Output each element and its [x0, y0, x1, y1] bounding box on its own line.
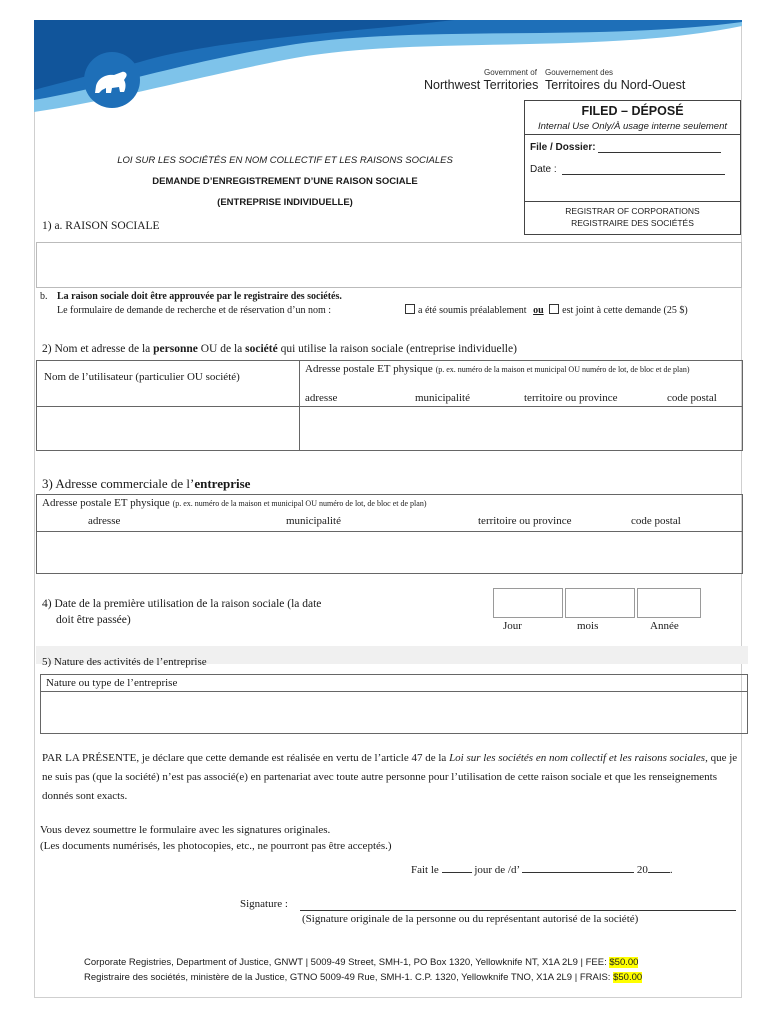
s1b-label: b. [40, 291, 48, 302]
file-dossier-field[interactable] [598, 152, 721, 153]
year-input[interactable] [637, 588, 701, 618]
s3-addr-input[interactable] [37, 532, 742, 573]
opt-attached: est joint à cette demande (25 $) [562, 305, 688, 316]
date-field[interactable] [562, 174, 725, 175]
fee-fr: $50.00 [613, 972, 643, 983]
signature-caption: (Signature originale de la personne ou du représentant autorisé de la société) [302, 913, 639, 925]
fee-en: $50.00 [609, 957, 639, 968]
s1b-bold: La raison sociale doit être approuvée par le registraire des sociétés. [57, 291, 342, 302]
notice-1: Vous devez soumettre le formulaire avec les signatures originales. [40, 824, 331, 836]
day-blank[interactable] [442, 872, 472, 873]
s4-label-2: doit être passée) [56, 614, 131, 626]
s4-label-1: 4) Date de la première utilisation de la raison sociale (la date [42, 598, 322, 610]
footer-fr: Registraire des sociétés, ministère de la Justice, GTNO 5009-49 Rue, SMH-1. C.P. 1320, Yellowknife TNO, X1A 2L9 | FRAIS: $50.00 [84, 972, 643, 983]
jour-label: Jour [503, 620, 522, 632]
title-sub: (ENTREPRISE INDIVIDUELLE) [217, 197, 353, 208]
title-law: LOI SUR LES SOCIÉTÉS EN NOM COLLECTIF ET LES RAISONS SOCIALES [117, 155, 453, 166]
signature-line[interactable] [300, 910, 736, 911]
s2-user-input[interactable] [37, 407, 298, 450]
gov-fr: Territoires du Nord-Ouest [545, 78, 686, 92]
s5-field-label: Nature ou type de l’entreprise [46, 677, 178, 689]
signature-label: Signature : [240, 898, 288, 910]
s2-territoire: territoire ou province [524, 392, 618, 404]
year-blank[interactable] [648, 872, 670, 873]
declaration: PAR LA PRÉSENTE, je déclare que cette demande est réalisée en vertu de l’article 47 de la Loi sur les sociétés en nom collectif et les raisons sociales, que je ne suis pas (que la société) n’est pas associé(e) en partenariat avec toute autre personne pour l’utilisation de cette raison sociale et que les renseignements donnés sont exacts. [42, 752, 738, 802]
s2-col-addr: Adresse postale ET physique (p. ex. numéro de la maison et municipal OU numéro de lot, de bloc et de plan) [305, 363, 690, 375]
s2-municipalite: municipalité [415, 392, 470, 404]
date-label: Date : [530, 164, 557, 175]
s3-adresse: adresse [88, 515, 121, 527]
s2-adresse: adresse [305, 392, 338, 404]
submitted-checkbox[interactable] [405, 304, 415, 314]
gov-en: Northwest Territories [424, 78, 539, 92]
filed-title: FILED – DÉPOSÉ [581, 104, 684, 118]
internal-use-label: Internal Use Only/À usage interne seulement [537, 121, 728, 132]
notice-2: (Les documents numérisés, les photocopies, etc., ne pourront pas être acceptés.) [40, 840, 392, 852]
fait-le-line: Fait le jour de /d’ 20 . [411, 864, 673, 876]
s3-municipalite: municipalité [286, 515, 341, 527]
s2-col-user: Nom de l’utilisateur (particulier OU société) [44, 371, 240, 383]
s2-code: code postal [667, 392, 717, 404]
annee-label: Année [650, 620, 679, 632]
gov-en-small: Government of [484, 68, 537, 77]
s3-addr: Adresse postale ET physique (p. ex. numéro de la maison et municipal OU numéro de lot, de bloc et de plan) [42, 497, 427, 509]
raison-sociale-input[interactable] [36, 242, 742, 288]
registrar-fr: REGISTRAIRE DES SOCIÉTÉS [571, 218, 694, 228]
month-input[interactable] [565, 588, 635, 618]
nature-input[interactable] [41, 692, 747, 733]
day-input[interactable] [493, 588, 563, 618]
opt-submitted: a été soumis préalablement [418, 305, 527, 316]
s2-label: 2) Nom et adresse de la personne OU de la société qui utilise la raison sociale (entreprise individuelle) [42, 343, 517, 355]
mois-label: mois [577, 620, 599, 632]
footer-en: Corporate Registries, Department of Justice, GNWT | 5009-49 Street, SMH-1, PO Box 1320, Yellowknife NT, X1A 2L9 | FEE: $50.00 [84, 957, 639, 968]
s3-label: 3) Adresse commerciale de l’entreprise [42, 476, 251, 491]
attached-checkbox[interactable] [549, 304, 559, 314]
s2-addr-input[interactable] [300, 407, 742, 450]
s5-label: 5) Nature des activités de l’entreprise [42, 656, 207, 668]
registrar-en: REGISTRAR OF CORPORATIONS [565, 206, 700, 216]
ou-label: ou [533, 305, 544, 316]
s1-label: 1) a. RAISON SOCIALE [42, 220, 160, 232]
s1b-options [405, 304, 688, 316]
nwt-logo [84, 52, 140, 108]
gov-fr-small: Gouvernement des [545, 68, 614, 77]
month-blank[interactable] [522, 872, 634, 873]
s1b-text: Le formulaire de demande de recherche et de réservation d’un nom : [57, 305, 332, 316]
title-form: DEMANDE D’ENREGISTREMENT D’UNE RAISON SOCIALE [152, 176, 418, 187]
s3-territoire: territoire ou province [478, 515, 572, 527]
s3-code: code postal [631, 515, 681, 527]
polar-bear-icon [84, 52, 140, 108]
file-dossier-label: File / Dossier: [530, 142, 596, 153]
